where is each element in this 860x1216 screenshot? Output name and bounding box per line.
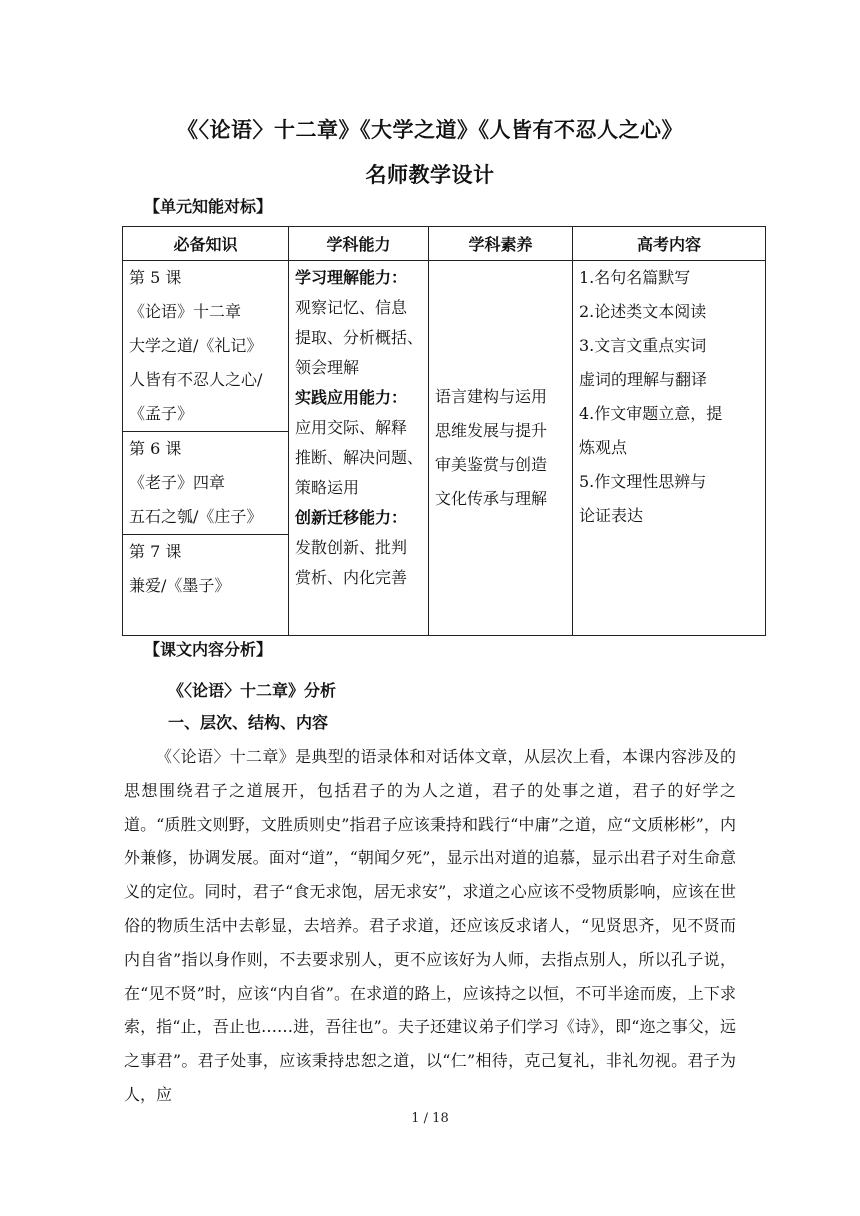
analysis-heading: 《〈论语〉十二章》分析	[168, 681, 337, 700]
header-required-knowledge: 必备知识	[123, 227, 289, 261]
ability-heading: 实践应用能力：	[295, 388, 408, 407]
ability-line: 推断、解决问题、	[295, 448, 424, 467]
exam-line: 5.作文理性思辨与	[579, 472, 707, 491]
unit-ability-table	[122, 226, 766, 636]
lesson-line: 《孟子》	[129, 404, 194, 423]
page-number: 1 / 18	[411, 1111, 449, 1126]
header-subject-literacy: 学科素养	[429, 227, 573, 261]
ability-cell	[289, 261, 429, 636]
ability-line: 应用交际、解释	[295, 418, 408, 437]
exam-line: 3.文言文重点实词	[579, 336, 707, 355]
literacy-line: 思维发展与提升	[435, 421, 548, 440]
exam-line: 论证表达	[579, 506, 644, 525]
ability-line: 提取、分析概括、	[295, 328, 424, 347]
exam-line: 2.论述类文本阅读	[579, 302, 707, 321]
lesson-line: 《老子》四章	[129, 473, 226, 492]
lesson-line: 大学之道/《礼记》	[129, 336, 263, 355]
ability-line: 发散创新、批判	[295, 538, 408, 557]
body-paragraph: 《〈论语〉十二章》是典型的语录体和对话体文章，从层次上看，本课内容涉及的思想围绕君子之道展开，包括君子的为人之道，君子的处事之道，君子的好学之道。“质胜文则野，文胜质则史”指君子应该秉持和践行“中庸”之道，应“文质彬彬”，内外兼修，协调发展。面对“道”，“朝闻夕死”，显示出对道的追慕，显示出君子对生命意义的定位。同时，君子“食无求饱，居无求安”，求道之心应该不受物质影响，应该在世俗的物质生活中去彰显，去培养。君子求道，还应该反求诸人，“见贤思齐，见不贤而内自省”指以身作则，不去要求别人，更不应该好为人师，去指点别人，所以孔子说，在“见不贤”时，应该“内自省”。在求道的路上，应该持之以恒，不可半途而废，上下求索，指“止，吾止也……进，吾往也”。夫子还建议弟子们学习《诗》，即“迩之事父，远之事君”。君子处事，应该秉持忠恕之道，以“仁”相待，克己复礼，非礼勿视。君子为人，应	[124, 747, 736, 1104]
ability-line: 赏析、内化完善	[295, 568, 408, 587]
exam-cell	[573, 261, 766, 636]
lesson-line: 第 7 课	[129, 542, 182, 561]
literacy-line: 文化传承与理解	[435, 489, 548, 508]
ability-line: 观察记忆、信息	[295, 298, 408, 317]
knowledge-lesson-6	[123, 432, 289, 535]
table-row	[123, 261, 766, 432]
ability-line: 策略运用	[295, 478, 360, 497]
section-heading-unit-alignment: 【单元知能对标】	[144, 197, 273, 216]
lesson-line: 第 5 课	[129, 268, 182, 287]
lesson-line: 五石之瓠/《庄子》	[129, 507, 263, 526]
exam-line: 炼观点	[579, 438, 628, 457]
table-header-row	[123, 227, 766, 261]
lesson-line: 第 6 课	[129, 439, 182, 458]
literacy-line: 语言建构与运用	[435, 387, 548, 406]
analysis-body	[124, 740, 736, 1112]
lesson-line: 《论语》十二章	[129, 302, 242, 321]
header-subject-ability: 学科能力	[289, 227, 429, 261]
ability-heading: 学习理解能力：	[295, 268, 408, 287]
exam-line: 虚词的理解与翻译	[579, 370, 708, 389]
literacy-cell	[429, 261, 573, 636]
ability-heading: 创新迁移能力：	[295, 508, 408, 527]
knowledge-lesson-7	[123, 535, 289, 636]
header-exam-content: 高考内容	[573, 227, 766, 261]
document-title-line2: 名师教学设计	[365, 162, 495, 187]
analysis-subheading: 一、层次、结构、内容	[168, 713, 329, 732]
lesson-line: 兼爱/《墨子》	[129, 576, 231, 595]
ability-line: 领会理解	[295, 358, 360, 377]
exam-line: 4.作文审题立意，提	[579, 404, 723, 423]
document-title-line1: 《〈论语〉十二章》《大学之道》《人皆有不忍人之心》	[177, 117, 683, 142]
knowledge-lesson-5	[123, 261, 289, 432]
section-heading-text-analysis: 【课文内容分析】	[144, 640, 273, 659]
lesson-line: 人皆有不忍人之心/	[129, 370, 263, 389]
exam-line: 1.名句名篇默写	[579, 268, 691, 287]
literacy-line: 审美鉴赏与创造	[435, 455, 548, 474]
